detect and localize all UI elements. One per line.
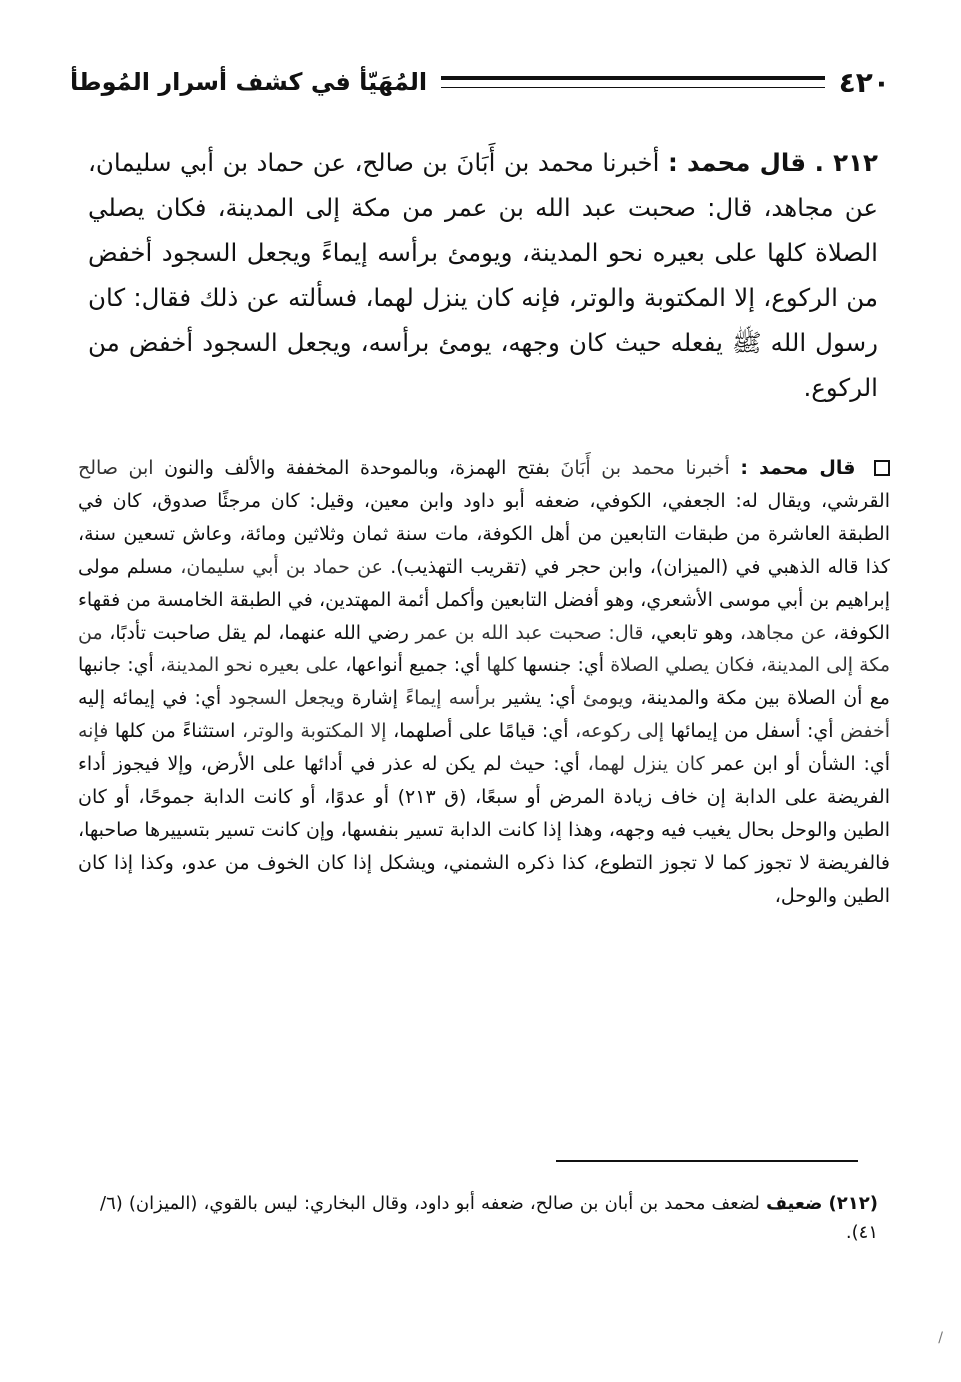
explanation-segment: أي: جانبها مع أن الصلاة بين مكة والمدينة، — [78, 654, 890, 710]
footnote — [100, 1189, 878, 1247]
header-rule — [441, 76, 825, 88]
matn-quote-segment: ويومئ — [575, 687, 634, 710]
square-bullet-icon — [874, 460, 890, 476]
footnote-number: (٢١٢) — [828, 1193, 878, 1214]
book-title: المُهَيّأ في كشف أسرار المُوطأ — [70, 68, 428, 96]
explanation-segment: استثناءً من كلها — [108, 720, 236, 743]
matn-quote-segment: قال: صحبت عبد الله بن عمر — [408, 621, 644, 644]
explanation-segment: رضي الله عنهما، لم يقل صاحبت تأدبًا، — [102, 621, 409, 644]
matn-quote-segment: كان ينزل لهما، — [579, 753, 705, 776]
hadith-text-block — [88, 140, 878, 410]
commentary-block — [78, 452, 890, 913]
matn-quote-segment: فإنه — [78, 720, 109, 743]
matn-quote-segment: من مكة إلى المدينة، فكان يصلي الصلاة — [78, 621, 891, 677]
page-number: ٤٢٠ — [838, 65, 890, 99]
footnote-grade: ضعيف — [766, 1193, 823, 1214]
explanation-segment: وهو تابعي، — [643, 621, 734, 644]
explanation-segment: مسلم مولى إبراهيم بن أبي موسى الأشعري، وهو أفضل التابعين وأكمل أئمة المهتدين، في الطبقة الخامسة من فقهاء الكوفة، — [78, 555, 890, 644]
explanation-segment: أي: قيامًا على أصلهما، — [386, 720, 569, 743]
hadith-number: ٢١٢ . — [814, 148, 878, 177]
explanation-segment: أي: حيث لم يكن له عذر في أدائها على الأرض، وإلا فيجوز أداء الفريضة على الدابة إن خاف زيادة المرض أو سبعًا، (ق ٢١٣) أو عدوًا، أو كانت الدابة جموحًا، أو كان الطين والوحل بحال يغيب فيه وجهه، وهذا إذا كانت الدابة تسير بنفسها، وإن كانت تسير بتسييرها صاحبها، فالفريضة لا تجوز كما لا تجوز التطوع، كذا ذكره الشمني، ويشكل إذا كان الخوف من عدو، وكذا إذا كان الطين والوحل، — [78, 753, 890, 907]
scan-mark: / — [938, 1330, 943, 1346]
commentary-label: قال محمد : — [740, 457, 856, 479]
explanation-segment: أي: يشير — [495, 687, 576, 710]
footnote-text: لضعف محمد بن أبان بن صالح، ضعفه أبو داود، وقال البخاري: ليس بالقوي، (الميزان) (٦/ ٤١). — [100, 1193, 878, 1243]
explanation-segment: القرشي، ويقال له: الجعفي، الكوفي، ضعفه أبو داود وابن معين، وقيل: كان مرجئًا صدوق، كان في الطبقة العاشرة من طبقات التابعين من أهل الكوفة، مات سنة ثمان وثلاثين ومائة، وعاش تسعين سنة، كذا قاله الذهبي في (الميزان)، وابن حجر في (تقريب التهذيب). — [78, 489, 890, 578]
matn-quote-segment: أخفض — [833, 720, 890, 743]
explanation-segment: إشارة — [344, 687, 398, 710]
explanation-segment: أي: الشأن أو ابن عمر — [704, 753, 890, 776]
page-header — [70, 62, 890, 102]
matn-quote-segment: ويجعل السجود — [221, 687, 345, 710]
hadith-body: أخبرنا محمد بن أَبَانَ بن صالح، عن حماد بن أبي سليمان، عن مجاهد، قال: صحبت عبد الله بن عمر من مكة إلى المدينة، فكان يصلي الصلاة كلها على بعيره نحو المدينة، ويومئ برأسه إيماءً ويجعل السجود أخفض من الركوع، إلا المكتوبة والوتر، فإنه كان ينزل لهما، فسألته عن ذلك فقال: كان رسول الله ﷺ يفعله حيث كان وجهه، يومئ برأسه، ويجعل السجود أخفض من الركوع. — [88, 148, 878, 402]
explanation-segment: أي: جميع أنواعها، — [339, 654, 481, 677]
matn-quote-segment: ابن صالح — [78, 457, 154, 479]
explanation-segment: أي: جنسها — [516, 654, 605, 677]
matn-quote-segment: أخبرنا محمد بن أَبَانَ — [549, 457, 730, 479]
matn-quote-segment: إلا المكتوبة والوتر، — [235, 720, 387, 743]
matn-quote-segment: برأسه إيماءً — [397, 687, 496, 710]
commentary-body — [78, 457, 890, 907]
footnote-divider — [556, 1160, 858, 1162]
explanation-segment: أي: أسفل من إيمائها — [664, 720, 834, 743]
matn-quote-segment: عن حماد بن أبي سليمان، — [172, 555, 383, 578]
matn-quote-segment: كلها — [480, 654, 517, 677]
hadith-speaker: قال محمد : — [667, 148, 807, 177]
matn-quote-segment: على بعيره نحو المدينة، — [153, 654, 340, 677]
explanation-segment: أي: في إيمائه إليه — [78, 687, 222, 710]
explanation-segment: بفتح الهمزة، وبالموحدة المخففة والألف والنون — [153, 457, 550, 479]
matn-quote-segment: إلى ركوعه، — [568, 720, 665, 743]
matn-quote-segment: عن مجاهد، — [733, 621, 827, 644]
